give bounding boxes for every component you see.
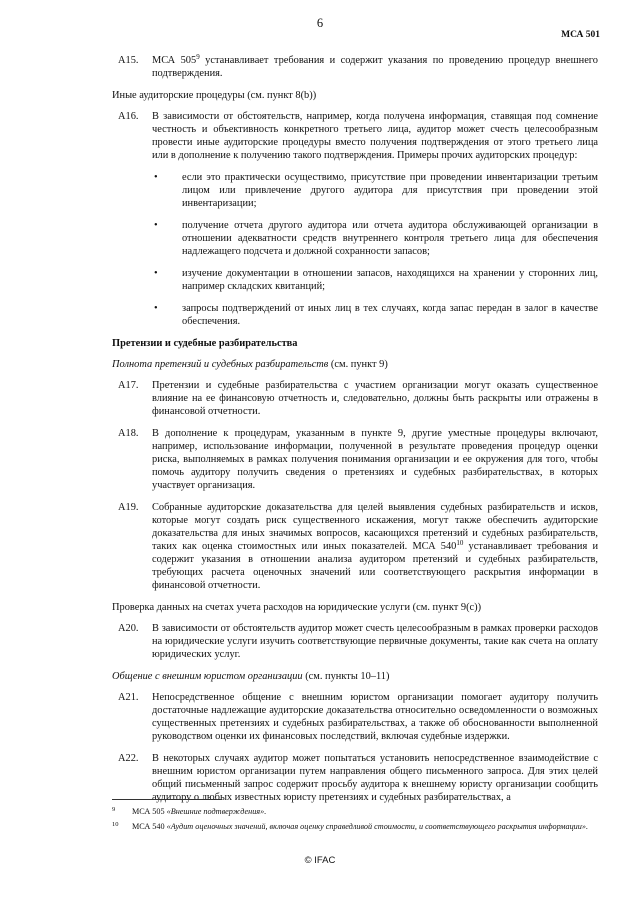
paragraph-number: A19. [118,502,139,513]
section-heading-legal-expenses: Проверка данных на счетах учета расходов на юридические услуги (см. пункт 9(с)) [112,602,482,613]
paragraph-a17 [112,379,598,418]
paragraph-text-continued: устанавливает требования и содержит указания в отношении анализа аудитором претензий и судебных разбирательств, требующих расчета оценочных значений или соответствующего раскрытия информации в финансовой отчетности. [152,541,599,591]
copyright-footer: © IFAC [304,855,336,866]
paragraph-number: A21. [118,692,139,703]
standard-reference: МСА 540 [412,541,457,552]
footnotes [112,806,598,836]
section-heading-claims: Претензии и судебные разбирательства [112,338,298,349]
list-item: • изучение документации в отношении запасов, находящихся на хранении у сторонних лиц, например складских квитанций; [154,268,598,292]
paragraph-text: В зависимости от обстоятельств аудитор может счесть целесообразным в рамках проверки расходов на юридические услуги изучить соответствующие первичные документы, такие как счета на оплату юридических услуг. [152,623,598,660]
paragraph-text: Непосредственное общение с внешним юристом организации помогает аудитору получить достаточные надлежащие аудиторские доказательства относительно осведомленности о возможных существенных претензиях и судебных разбирательствах, а также об обоснованности выполненной руководством оценки их финансовых последствий, включая судебные издержки. [152,692,598,742]
paragraph-number: A22. [118,753,139,764]
section-heading-other-procedures: Иные аудиторские процедуры (см. пункт 8(b)) [112,90,317,101]
paragraph-number: A16. [118,111,139,122]
paragraph-number: A17. [118,380,139,391]
footnote-number: 10 [112,821,119,828]
document-code: МСА 501 [561,30,600,40]
paragraph-text: В некоторых случаях аудитор может попытаться установить непосредственное взаимодействие с внешним юристом организации путем направления общего письменного запроса. Для этих целей общий письменный запрос содержит просьбу аудитора к внешнему юристу организации сообщить аудитору о любых известных юристу претензиях и судебных разбирательствах, а [152,753,598,803]
footnote-item: 10 МСА 540 «Аудит оценочных значений, включая оценку справедливой стоимости, и соответствующего раскрытия информации». [112,821,588,831]
procedures-list [152,171,598,328]
paragraph-text: В зависимости от обстоятельств, например, когда получена информация, ставящая под сомнение честность и объективность конкретного третьего лица, аудитор может счесть целесообразным провести иные аудиторские процедуры вместо получения подтверждения от этого третьего лица или в дополнение к получению такого подтверждения. Примеры прочих аудиторских процедур: [152,111,598,161]
paragraph-number: A18. [118,428,139,439]
paragraph-a15 [112,54,598,80]
subheading-completeness: Полнота претензий и судебных разбирательств (см. пункт 9) [112,359,388,370]
paragraph-number: A20. [118,623,139,634]
paragraph-text: Собранные аудиторские доказательства для целей выявления судебных разбирательств и исков, которые могут создать риск существенного искажения, могут также обеспечить аудиторские доказательства для иных значимых вопросов, касающихся претензий и судебных разбирательств, таких как оценка стоимостных или иных показателей. [152,502,598,552]
main-content [112,54,598,813]
bullet-icon: • [154,303,158,314]
list-item: • запросы подтверждений от иных лиц в тех случаях, когда запас передан в залог в качестве обеспечения. [154,303,598,327]
paragraph-a16 [112,110,598,162]
subheading-external-counsel: Общение с внешним юристом организации (см. пункты 10–11) [112,671,390,682]
bullet-icon: • [154,268,158,279]
paragraph-a18 [112,427,598,492]
footnote-marker[interactable]: 9 [196,53,200,61]
list-item: • если это практически осуществимо, присутствие при проведении инвентаризации третьим лицом или привлечение другого аудитора для присутствия при проведении этой инвентаризации; [154,172,598,209]
bullet-icon: • [154,220,158,231]
paragraph-a20 [112,622,598,661]
footnote-divider [112,799,222,800]
page-number: 6 [316,16,324,30]
paragraph-text: В дополнение к процедурам, указанным в пункте 9, другие уместные процедуры включают, например, использование информации, полученной в результате проведения процедур оценки риска, выполняемых в рамках получения понимания организации и ее окружения для того, чтобы помочь аудитору получить сведения о претензиях и судебных разбирательствах, в которых участвует организация. [152,428,598,491]
bullet-icon: • [154,172,158,183]
paragraph-number: A15. [118,55,139,66]
paragraph-text: устанавливает требования и содержит указания по проведению процедур внешнего подтверждения. [152,55,599,79]
footnote-marker[interactable]: 10 [456,539,464,547]
standard-reference: МСА 505 [152,55,197,66]
footnote-item: 9 МСА 505 «Внешние подтверждения». [112,806,267,816]
paragraph-a19 [112,501,598,592]
paragraph-text: Претензии и судебные разбирательства с участием организации могут оказать существенное влияние на ее финансовую отчетность и, следовательно, должны быть раскрыты или отражены в финансовой отчетности. [152,380,598,417]
paragraph-a22 [112,752,598,804]
list-item: • получение отчета другого аудитора или отчета аудитора обслуживающей организации в отношении адекватности средств внутреннего контроля третьего лица для обеспечения надлежащего подсчета и должной сохранности запасов; [154,220,598,257]
footnote-number: 9 [112,806,116,813]
paragraph-a21 [112,691,598,743]
